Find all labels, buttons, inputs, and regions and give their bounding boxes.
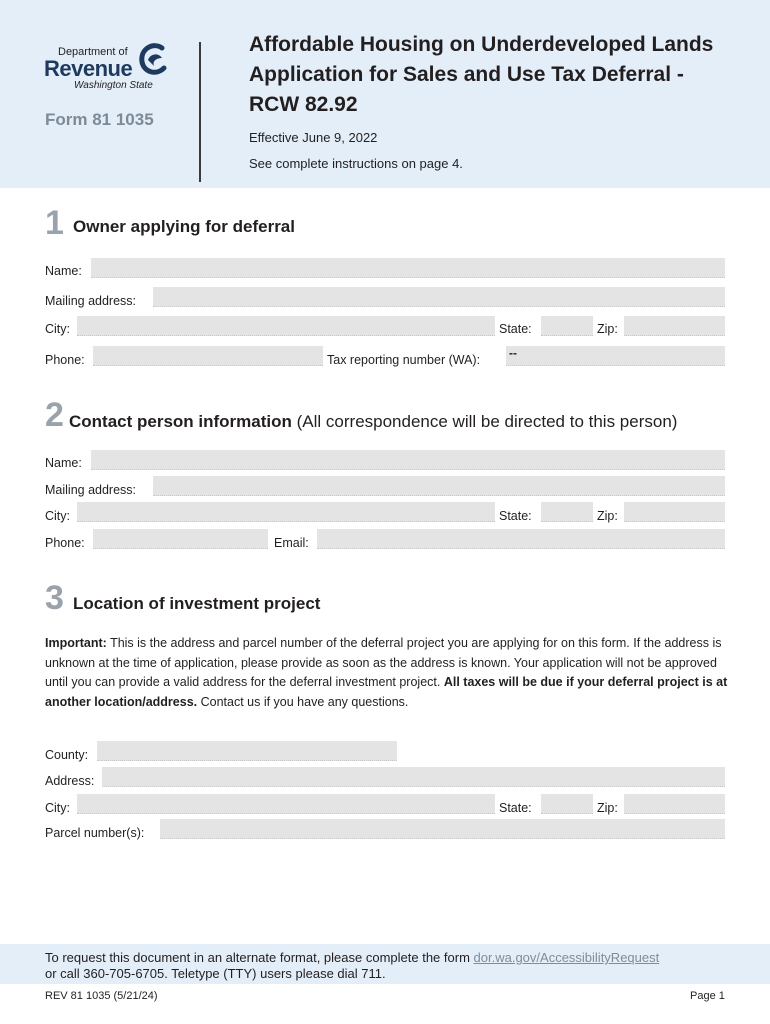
project-zip-label: Zip:	[597, 801, 618, 815]
revision-number: REV 81 1035 (5/21/24)	[45, 990, 158, 1002]
project-state-label: State:	[499, 801, 532, 815]
section-2-subtitle: (All correspondence will be directed to this person)	[296, 412, 678, 431]
parcel-label: Parcel number(s):	[45, 826, 145, 840]
revenue-swirl-icon	[136, 42, 168, 78]
parcel-field[interactable]	[160, 819, 725, 839]
dor-logo	[44, 42, 174, 94]
tax-number-field[interactable]	[506, 346, 725, 366]
important-notice	[45, 634, 735, 712]
owner-address-field[interactable]	[153, 287, 725, 307]
owner-zip-field[interactable]	[624, 316, 725, 336]
instructions-note: See complete instructions on page 4.	[249, 156, 463, 171]
effective-date: Effective June 9, 2022	[249, 130, 378, 145]
page-number: Page 1	[690, 990, 725, 1002]
owner-phone-label: Phone:	[45, 353, 85, 367]
contact-email-field[interactable]	[317, 529, 725, 549]
logo-state-text: Washington State	[74, 80, 153, 91]
logo-revenue-text: Revenue	[44, 56, 133, 81]
contact-phone-field[interactable]	[93, 529, 268, 549]
contact-state-field[interactable]	[541, 502, 593, 522]
important-bold-text: All taxes will be due if your deferral project is at another location/address.	[45, 675, 728, 709]
county-label: County:	[45, 748, 89, 762]
project-address-field[interactable]	[102, 767, 725, 787]
project-city-field[interactable]	[77, 794, 495, 814]
section-2-title-text: Contact person information	[69, 412, 292, 431]
owner-address-label: Mailing address:	[45, 294, 137, 308]
section-3-title: Location of investment project	[73, 594, 321, 613]
accessibility-text-before: To request this document in an alternate format, please complete the form	[45, 950, 470, 965]
contact-address-field[interactable]	[153, 476, 725, 496]
contact-us-text: Contact us if you have any questions.	[200, 694, 409, 709]
contact-name-label: Name:	[45, 456, 82, 470]
contact-state-label: State:	[499, 509, 532, 523]
owner-state-label: State:	[499, 322, 532, 336]
contact-zip-label: Zip:	[597, 509, 618, 523]
section-2-number: 2	[45, 396, 64, 434]
owner-state-field[interactable]	[541, 316, 593, 336]
contact-address-label: Mailing address:	[45, 483, 137, 497]
tax-number-label: Tax reporting number (WA):	[327, 353, 481, 367]
accessibility-link[interactable]: dor.wa.gov/AccessibilityRequest	[473, 950, 660, 965]
owner-name-field[interactable]	[91, 258, 725, 278]
header-divider	[199, 42, 201, 182]
county-field[interactable]	[97, 741, 397, 761]
contact-name-field[interactable]	[91, 450, 725, 470]
logo-dept-text: Department of	[58, 46, 128, 58]
project-zip-field[interactable]	[624, 794, 725, 814]
contact-city-field[interactable]	[77, 502, 495, 522]
section-1-title: Owner applying for deferral	[73, 217, 295, 236]
project-city-label: City:	[45, 801, 70, 815]
contact-zip-field[interactable]	[624, 502, 725, 522]
contact-phone-label: Phone:	[45, 536, 85, 550]
contact-city-label: City:	[45, 509, 70, 523]
owner-city-field[interactable]	[77, 316, 495, 336]
owner-zip-label: Zip:	[597, 322, 618, 336]
tax-number-separator: --	[509, 346, 517, 360]
owner-city-label: City:	[45, 322, 70, 336]
accessibility-text-after: or call 360-705-6705. Teletype (TTY) users please dial 711.	[45, 966, 386, 981]
owner-name-label: Name:	[45, 264, 82, 278]
section-3-number: 3	[45, 579, 64, 617]
project-address-label: Address:	[45, 774, 95, 788]
accessibility-note	[45, 950, 745, 982]
important-label: Important:	[45, 636, 107, 650]
contact-email-label: Email:	[274, 536, 309, 550]
section-2-title	[69, 412, 677, 432]
project-state-field[interactable]	[541, 794, 593, 814]
page-title: Affordable Housing on Underdeveloped Lands Application for Sales and Use Tax Deferral - RCW 82.92	[249, 33, 714, 116]
important-text: This is the address and parcel number of the deferral project you are applying for on this form. If the address is unknown at the time of application, please provide as soon as the address is known. Your application will not be approved until you can provide a valid address for the deferral investment project.	[45, 636, 722, 689]
form-number: Form 81 1035	[45, 110, 154, 129]
owner-phone-field[interactable]	[93, 346, 323, 366]
section-1-number: 1	[45, 204, 64, 242]
